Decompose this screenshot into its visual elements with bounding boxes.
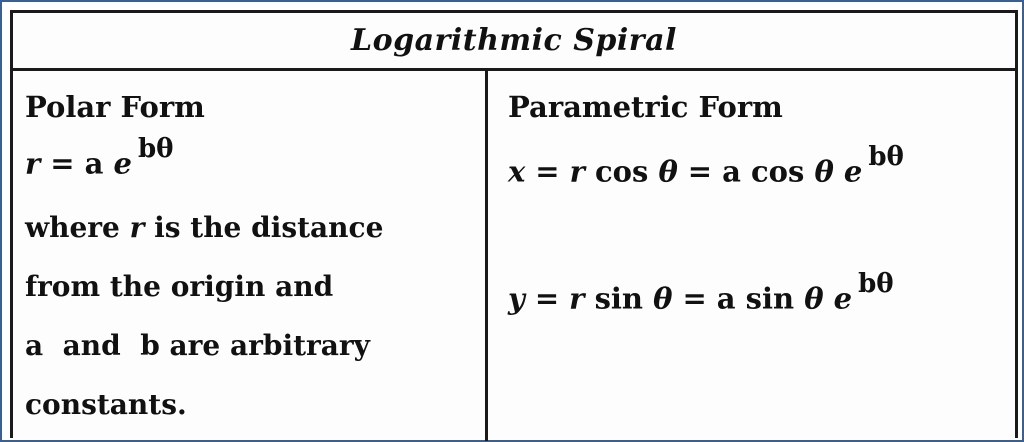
y-equation: y = r sin θ = a sin θ e $^{b\theta}$ <box>508 268 894 316</box>
polar-lhs: r <box>25 146 41 181</box>
polar-equation <box>25 135 485 184</box>
formula-table <box>10 10 1018 438</box>
polar-exponent: bθ <box>137 134 174 164</box>
y-exponent: bθ <box>858 268 894 299</box>
description-line-1: where r is the distance <box>25 210 384 244</box>
polar-base: e <box>113 146 132 181</box>
polar-form-heading: Polar Form <box>25 90 205 124</box>
title-row <box>13 13 1015 71</box>
parametric-form-cell <box>488 71 1015 441</box>
x-exponent: bθ <box>868 142 904 172</box>
parametric-form-heading: Parametric Form <box>508 90 783 124</box>
x-equation: x = r cos θ = a cos θ e $^{b\theta}$ <box>508 142 904 189</box>
polar-equals: = <box>50 146 75 181</box>
description-line-4: constants. <box>25 387 187 421</box>
table-title: Logarithmic Spiral <box>351 23 677 58</box>
polar-description <box>25 198 485 434</box>
description-line-3: a and b are arbitrary <box>25 328 370 362</box>
polar-coef: a <box>84 146 104 181</box>
x-lhs: x <box>508 154 526 189</box>
y-lhs: y <box>508 281 525 316</box>
description-line-2: from the origin and <box>25 269 334 303</box>
polar-form-cell <box>13 71 488 441</box>
